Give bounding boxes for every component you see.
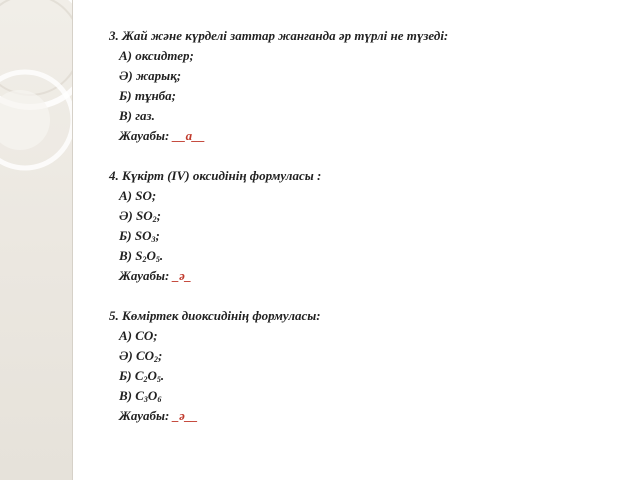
answer-value: а bbox=[185, 128, 193, 143]
answer-label: Жауабы: bbox=[119, 268, 173, 283]
question-title: 4. Күкірт (IV) оксидінің формуласы : bbox=[109, 168, 322, 183]
answer-row bbox=[109, 126, 609, 146]
option-a: А) CO; bbox=[119, 328, 158, 343]
option-v: В) $S_2O_5$. bbox=[119, 248, 164, 264]
answer-blank-pre: __ bbox=[172, 128, 186, 143]
option-a: А) SO; bbox=[119, 188, 157, 203]
answer-blank-post: _ bbox=[184, 268, 192, 283]
answer-blank-pre: _ bbox=[172, 408, 180, 423]
option-ae: Ә) жарық; bbox=[119, 68, 182, 83]
option-b: Б) $C_2O_5$. bbox=[119, 368, 165, 384]
option-b: Б) тұнба; bbox=[119, 88, 176, 103]
option-ae: Ә) $CO_2$; bbox=[119, 348, 163, 364]
answer-blank-pre: _ bbox=[172, 268, 180, 283]
answer-value: ә bbox=[179, 408, 185, 423]
question-5 bbox=[109, 306, 609, 426]
question-title: 5. Көміртек диоксидінің формуласы: bbox=[109, 308, 321, 323]
option-b: Б) $SO_3$; bbox=[119, 228, 160, 244]
answer-row bbox=[109, 266, 609, 286]
option-ae: Ә) $SO_2$; bbox=[119, 208, 161, 224]
option-v: В) газ. bbox=[119, 108, 155, 123]
decorative-circles bbox=[0, 0, 72, 480]
quiz-content bbox=[109, 26, 609, 426]
question-title: 3. Жай және күрделі заттар жанғанда әр түрлі не түзеді: bbox=[109, 28, 449, 43]
question-3 bbox=[109, 26, 609, 146]
answer-label: Жауабы: bbox=[119, 408, 173, 423]
question-4 bbox=[109, 166, 609, 286]
answer-label: Жауабы: bbox=[119, 128, 173, 143]
answer-row bbox=[109, 406, 609, 426]
answer-value: ә bbox=[179, 268, 185, 283]
option-v: В) $C_3O_6$ bbox=[119, 388, 162, 404]
decorative-sidebar bbox=[0, 0, 72, 480]
answer-blank-post: __ bbox=[184, 408, 198, 423]
answer-blank-post: __ bbox=[192, 128, 206, 143]
sidebar-divider bbox=[72, 0, 73, 480]
option-a: А) оксидтер; bbox=[119, 48, 194, 63]
